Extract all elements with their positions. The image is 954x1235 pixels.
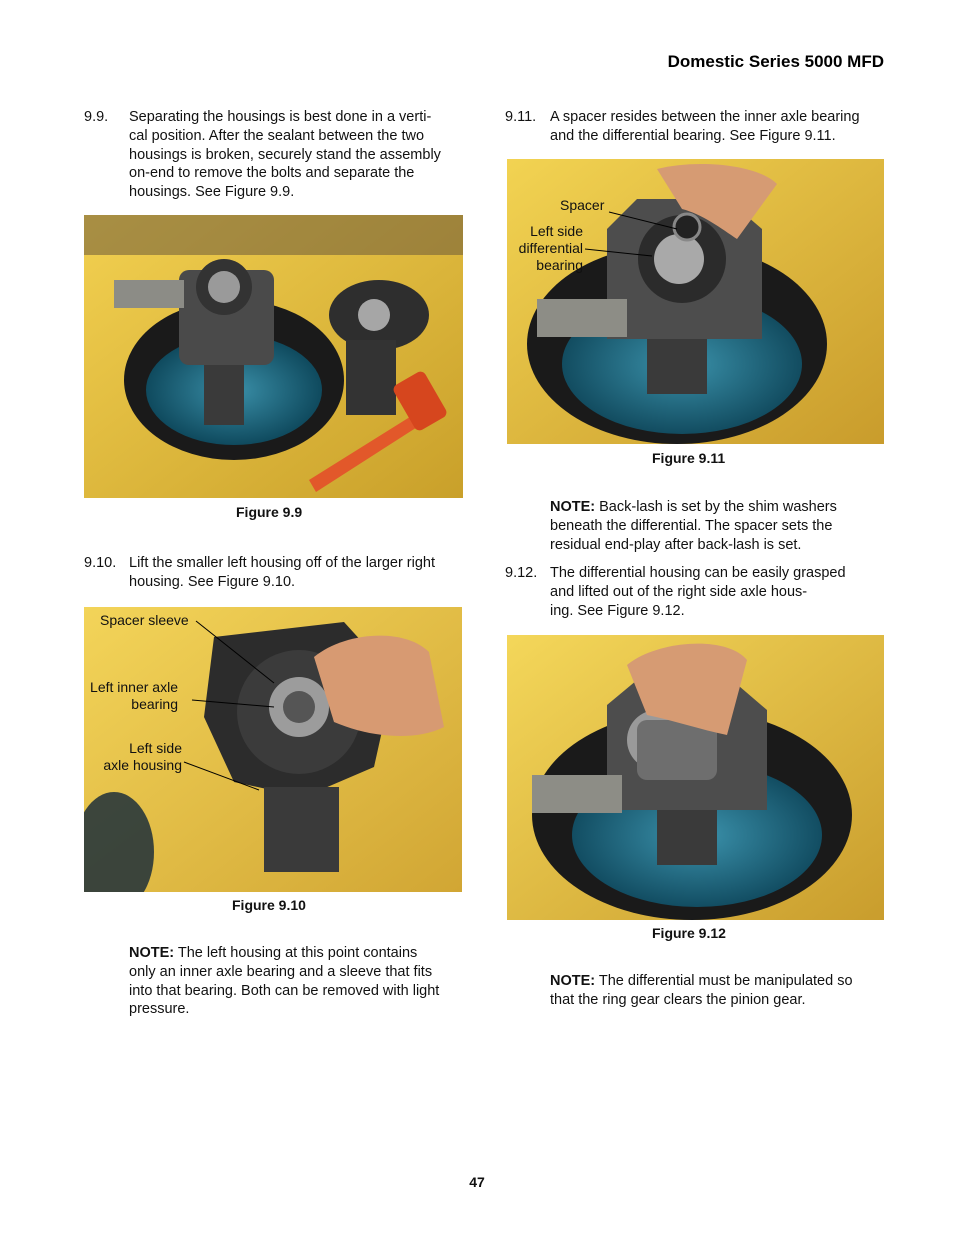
figure-9-9-photo — [84, 215, 463, 498]
step-number: 9.10. — [84, 555, 117, 571]
step-9-11 — [505, 108, 895, 148]
note-left-housing — [129, 944, 469, 1019]
note-text: The left housing at this point contains only an inner axle bearing and a sleeve that fits into that bearing. Both can be removed with light pressure. — [129, 945, 440, 1018]
figure-9-12-caption: Figure 9.12 — [652, 925, 726, 941]
callout-left-inner-axle-bearing: Left inner axle bearing — [90, 679, 178, 712]
figure-9-11-caption: Figure 9.11 — [652, 450, 726, 466]
note-text: Back-lash is set by the shim washers beneath the differential. The spacer sets the residual end-play after back-lash is set. — [550, 499, 837, 553]
page-header-title: Domestic Series 5000 MFD — [667, 52, 884, 71]
step-number: 9.9. — [84, 109, 109, 125]
step-9-12 — [505, 564, 895, 624]
note-differential — [550, 972, 890, 1010]
note-back-lash — [550, 498, 890, 554]
note-label: NOTE: — [550, 973, 596, 989]
callout-left-side-differential-bearing: Left side differential bearing — [518, 223, 583, 273]
callout-spacer: Spacer — [560, 197, 605, 213]
figure-9-12-photo — [507, 635, 884, 920]
note-label: NOTE: — [129, 945, 175, 961]
figure-9-10-caption: Figure 9.10 — [232, 897, 306, 913]
note-label: NOTE: — [550, 499, 596, 515]
figure-9-9-caption: Figure 9.9 — [236, 504, 303, 520]
step-text: The differential housing can be easily grasped and lifted out of the right side axle hous- ing. See Figure 9.12. — [550, 565, 846, 619]
step-text: Lift the smaller left housing off of the larger right housing. See Figure 9.10. — [129, 555, 436, 590]
step-text: Separating the housings is best done in a verti- cal position. After the sealant between the two housings is broken, securely stand the assembly on-end to remove the bolts and separate the housings. See Figure 9.9. — [129, 109, 441, 201]
step-9-10 — [84, 554, 474, 594]
step-number: 9.12. — [505, 565, 538, 581]
note-text: The differential must be manipulated so that the ring gear clears the pinion gear. — [550, 973, 853, 1008]
step-number: 9.11. — [505, 109, 537, 125]
callout-left-side-axle-housing: Left side axle housing — [103, 740, 182, 773]
page-number: 47 — [469, 1174, 485, 1190]
step-text: A spacer resides between the inner axle bearing and the differential bearing. See Figure 9.11. — [550, 109, 860, 144]
callout-spacer-sleeve: Spacer sleeve — [100, 612, 189, 628]
step-9-9 — [84, 108, 474, 204]
